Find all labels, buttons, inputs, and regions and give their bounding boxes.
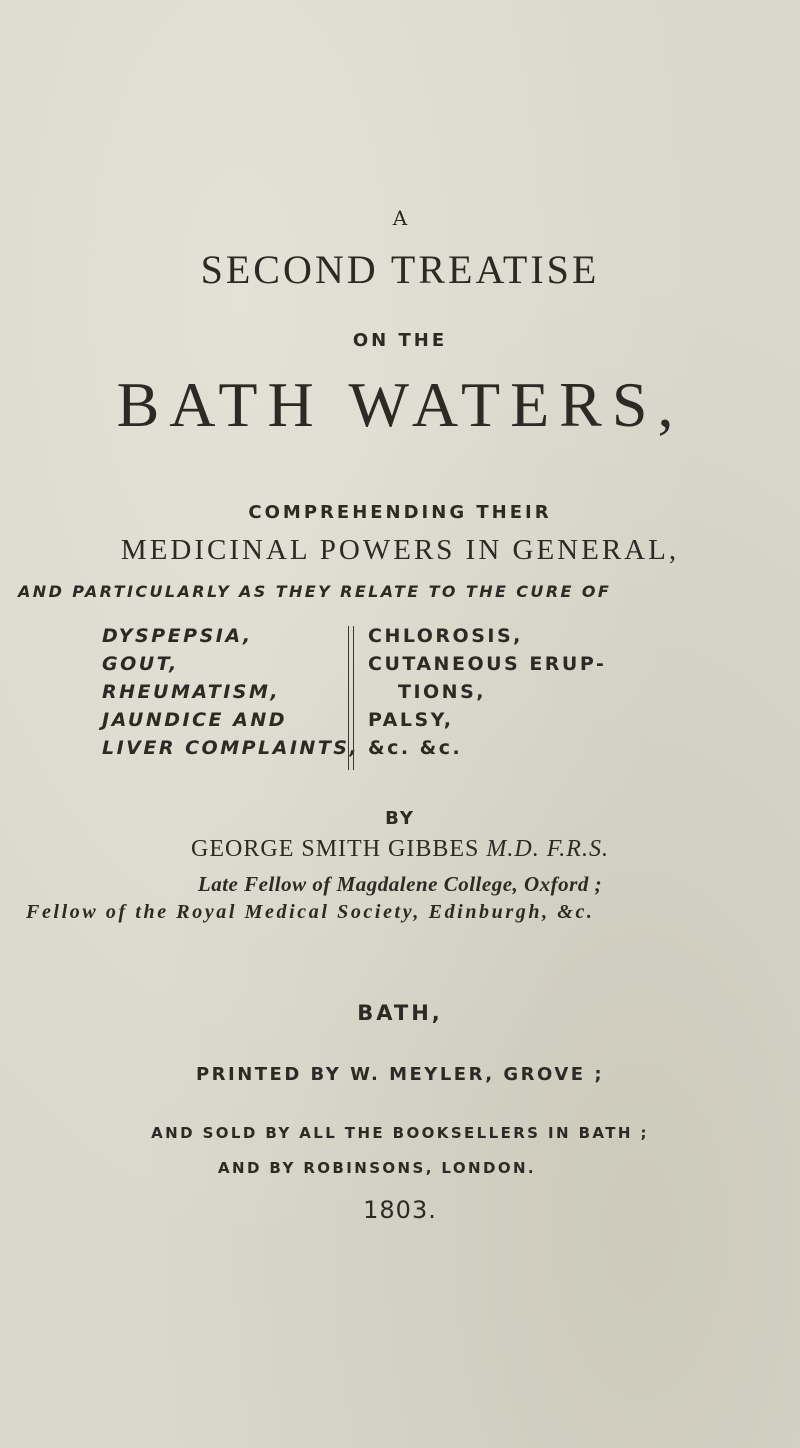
disease-item: TIONS, (398, 681, 486, 703)
subtitle-comprehending: COMPREHENDING THEIR (248, 502, 552, 523)
article-a: A (392, 206, 408, 230)
disease-item: JAUNDICE AND (102, 709, 288, 731)
main-title: BATH WATERS, (116, 369, 684, 440)
author-line (0, 836, 800, 863)
imprint-printer: PRINTED BY W. MEYLER, GROVE ; (195, 1064, 605, 1085)
imprint-sold: AND SOLD BY ALL THE BOOKSELLERS IN BATH ; (151, 1124, 649, 1142)
disease-item: DYSPEPSIA, (102, 625, 253, 647)
disease-item: GOUT, (102, 653, 179, 675)
author-degrees: M.D. F.R.S. (486, 836, 609, 862)
imprint-place: BATH, (357, 1001, 443, 1025)
disease-item: RHEUMATISM, (102, 681, 281, 703)
disease-item: CUTANEOUS ERUP- (368, 653, 607, 675)
disease-item: &c. &c. (368, 737, 463, 759)
author-name: GEORGE SMITH GIBBES (191, 836, 480, 862)
imprint-london: AND BY ROBINSONS, LONDON. (218, 1159, 537, 1177)
diseases-left-column (102, 622, 359, 762)
column-divider (348, 626, 354, 770)
subtitle-medicinal: MEDICINAL POWERS IN GENERAL, (120, 534, 680, 566)
title-on-the: ON THE (352, 330, 448, 351)
disease-item: PALSY, (368, 709, 454, 731)
disease-item: LIVER COMPLAINTS, (102, 737, 360, 759)
author-fellow-magdalene: Late Fellow of Magdalene College, Oxford ; (197, 872, 603, 896)
title-second-treatise: SECOND TREATISE (200, 247, 600, 292)
by-label: BY (385, 808, 415, 829)
author-fellow-royal-medical: Fellow of the Royal Medical Society, Edinburgh, &c. (26, 901, 595, 923)
disease-item: CHLOROSIS, (368, 625, 523, 647)
imprint-year: 1803. (363, 1196, 437, 1224)
diseases-right-column (368, 622, 606, 762)
subtitle-particularly: AND PARTICULARLY AS THEY RELATE TO THE CURE OF (18, 582, 612, 601)
